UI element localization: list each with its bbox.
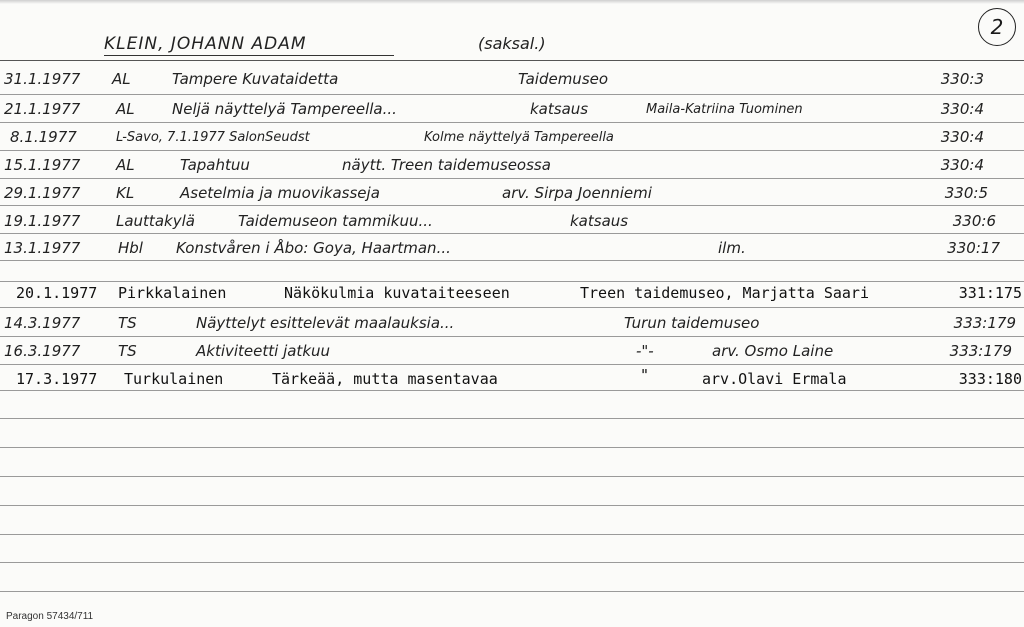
entry-place: Treen taidemuseo, Marjatta Saari (580, 284, 869, 302)
entry-source: TS (118, 342, 137, 360)
entry-place: katsaus (570, 212, 629, 230)
rule-line (0, 562, 1024, 563)
entry-title: Tärkeää, mutta masentavaa (272, 370, 498, 388)
entry-source: TS (118, 314, 137, 332)
entry-place: näytt. Treen taidemuseossa (342, 156, 551, 174)
entry-author: arv. Osmo Laine (712, 342, 834, 360)
entry-title: Tapahtuu (180, 156, 250, 174)
entry-title: Taidemuseon tammikuu... (238, 212, 433, 230)
rule-line (0, 364, 1024, 365)
entry-ref: 330:6 (952, 212, 996, 230)
entry-place: Taidemuseo (518, 70, 609, 88)
entry-ref: 331:175 (958, 284, 1022, 302)
rule-line (0, 60, 1024, 61)
entry-source: AL (112, 70, 131, 88)
entry-row (0, 96, 1024, 122)
card-top-edge (0, 0, 1024, 4)
entry-date: 16.3.1977 (4, 342, 81, 360)
entry-ref: 333:179 (949, 342, 1012, 360)
card-nationality: (saksal.) (478, 34, 546, 53)
entry-row (0, 235, 1024, 261)
entry-title: Konstvåren i Åbo: Goya, Haartman... (176, 239, 451, 257)
entry-date: 8.1.1977 (10, 128, 77, 146)
entry-source: AL (116, 100, 135, 118)
entry-row (0, 366, 1024, 392)
rule-line (0, 591, 1024, 592)
entry-source: AL (116, 156, 135, 174)
entry-place: " (640, 366, 650, 384)
entry-row (0, 208, 1024, 234)
entry-ref: 330:4 (940, 156, 984, 174)
entry-row (0, 310, 1024, 336)
entry-source: L-Savo, 7.1.1977 SalonSeudst (116, 130, 310, 145)
entry-ref: 330:3 (940, 70, 984, 88)
entry-place: katsaus (530, 100, 589, 118)
rule-line (0, 336, 1024, 337)
entry-author: arv. Sirpa Joenniemi (502, 184, 652, 202)
entry-ref: 333:179 (953, 314, 1016, 332)
entry-date: 20.1.1977 (16, 284, 98, 302)
entry-date: 15.1.1977 (4, 156, 81, 174)
rule-line (0, 476, 1024, 477)
entry-ref: 330:4 (940, 100, 984, 118)
entry-place: Turun taidemuseo (624, 314, 760, 332)
rule-line (0, 447, 1024, 448)
rule-line (0, 122, 1024, 123)
entry-row (0, 152, 1024, 178)
entry-row (0, 124, 1024, 150)
entry-source: Hbl (118, 239, 143, 257)
entry-title: Kolme näyttelyä Tampereella (424, 130, 614, 145)
entry-date: 17.3.1977 (16, 370, 98, 388)
entry-author: arv.Olavi Ermala (702, 370, 847, 388)
card-number-circle (978, 8, 1016, 46)
rule-line (0, 178, 1024, 179)
entry-title: Asetelmia ja muovikasseja (180, 184, 380, 202)
entry-source: Lauttakylä (116, 212, 195, 230)
entry-place: ilm. (718, 239, 746, 257)
card-footer-imprint: Paragon 57434/711 (6, 611, 94, 622)
entry-ref: 330:4 (940, 128, 984, 146)
entry-title: Aktiviteetti jatkuu (196, 342, 331, 360)
entry-ref: 333:180 (958, 370, 1022, 388)
rule-line (0, 307, 1024, 308)
entry-place: -"- (636, 342, 654, 360)
heading-underline (104, 55, 394, 56)
entry-ref: 330:5 (944, 184, 988, 202)
entry-source: Turkulainen (124, 370, 224, 388)
entry-source: Pirkkalainen (118, 284, 227, 302)
entry-title: Tampere Kuvataidetta (172, 70, 339, 88)
entry-date: 13.1.1977 (4, 239, 81, 257)
entry-ref: 330:17 (947, 239, 1000, 257)
entry-date: 19.1.1977 (4, 212, 81, 230)
entry-row (0, 180, 1024, 206)
entry-source: KL (116, 184, 135, 202)
entry-author: Maila-Katriina Tuominen (646, 102, 803, 117)
rule-line (0, 418, 1024, 419)
rule-line (0, 150, 1024, 151)
entry-row (0, 261, 1024, 302)
entry-title: Näkökulmia kuvataiteeseen (284, 284, 510, 302)
entry-row (0, 66, 1024, 92)
entry-date: 29.1.1977 (4, 184, 81, 202)
entry-row (0, 338, 1024, 364)
entry-title: Neljä näyttelyä Tampereella... (172, 100, 397, 118)
rule-line (0, 94, 1024, 95)
rule-line (0, 505, 1024, 506)
rule-line (0, 534, 1024, 535)
entry-date: 14.3.1977 (4, 314, 81, 332)
entry-title: Näyttelyt esittelevät maalauksia... (196, 314, 455, 332)
entry-date: 21.1.1977 (4, 100, 81, 118)
entry-date: 31.1.1977 (4, 70, 81, 88)
card-number: 2 (990, 15, 1004, 39)
card-heading: KLEIN, JOHANN ADAM (104, 34, 307, 54)
